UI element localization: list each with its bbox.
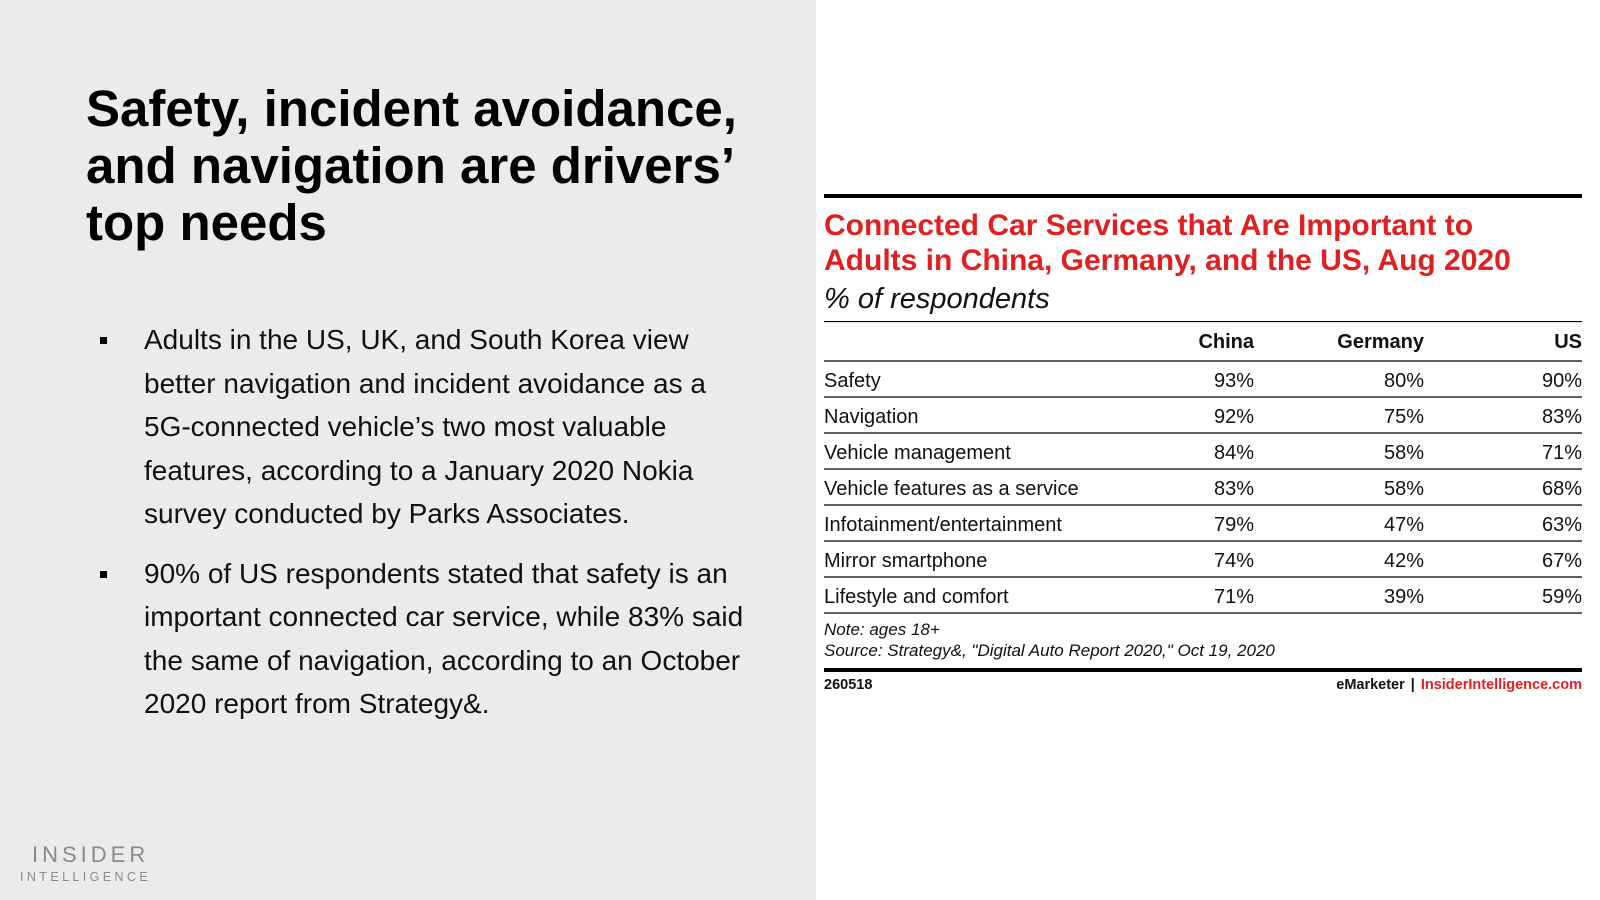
table-cell-china: 92% [1213,406,1254,428]
table-cell-us: 71% [1541,442,1582,464]
chart-title: Connected Car Services that Are Important to Adults in China, Germany, and the US, Aug 2020 [824,209,1511,277]
row-label: Vehicle management [824,442,1011,464]
brand-emarketer: eMarketer [1336,677,1405,693]
logo-line-insider: INSIDER [32,842,150,867]
bullet-text: Adults in the US, UK, and South Korea view better navigation and incident avoidance as a 5G-connected vehicle’s two most valuable features, according to a January 2020 Nokia survey conducted by Parks Associates. [144,324,706,529]
table-cell-us: 63% [1541,514,1582,536]
bullet-item [98,318,748,536]
table-cell-us: 68% [1541,478,1582,500]
table-cell-germany: 58% [1383,442,1424,464]
data-table [824,321,1594,619]
brand-insider-link[interactable]: InsiderIntelligence.com [1420,677,1582,693]
table-cell-germany: 80% [1383,370,1424,392]
table-cell-china: 79% [1213,514,1254,536]
bullet-square-icon [100,337,107,344]
table-cell-germany: 42% [1383,550,1424,572]
chart-note: Note: ages 18+ [824,620,940,639]
insider-intelligence-logo [20,844,151,884]
row-label: Vehicle features as a service [824,478,1079,500]
table-cell-germany: 75% [1383,406,1424,428]
table-cell-china: 74% [1213,550,1254,572]
chart-notes [824,619,1594,661]
slide-title: Safety, incident avoidance, and navigation are drivers’ top needs [86,80,737,251]
bullet-item [98,552,748,726]
bullet-square-icon [100,571,107,578]
table-cell-us: 59% [1541,586,1582,608]
table-cell-us: 90% [1541,370,1582,392]
footer-brand [1336,677,1582,693]
row-label: Safety [824,370,881,392]
chart-subtitle: % of respondents [824,283,1050,315]
table-cell-china: 93% [1213,370,1254,392]
table-cell-us: 83% [1541,406,1582,428]
table-cell-germany: 39% [1383,586,1424,608]
row-label: Lifestyle and comfort [824,586,1009,608]
bullet-text: 90% of US respondents stated that safety is an important connected car service, while 83% said the same of navigation, according to an October 2020 report from Strategy&. [144,557,744,719]
top-rule [824,194,1582,198]
table-cell-china: 83% [1213,478,1254,500]
row-label: Mirror smartphone [824,550,988,572]
table-cell-us: 67% [1541,550,1582,572]
row-label: Infotainment/entertainment [824,514,1062,536]
table-cell-germany: 47% [1383,514,1424,536]
table-cell-germany: 58% [1383,478,1424,500]
column-header-germany: Germany [1337,331,1424,353]
bullet-list [98,318,748,726]
chart-source: Source: Strategy&, "Digital Auto Report 2020," Oct 19, 2020 [824,641,1275,660]
table-cell-china: 71% [1213,586,1254,608]
brand-separator: | [1410,677,1415,693]
chart-card [824,194,1594,696]
column-header-us: US [1554,331,1582,353]
table-cell-china: 84% [1213,442,1254,464]
column-header-china: China [1198,331,1254,353]
chart-footer [824,672,1582,696]
logo-line-intelligence: INTELLIGENCE [20,870,152,884]
row-label: Navigation [824,406,919,428]
chart-id: 260518 [824,677,873,693]
